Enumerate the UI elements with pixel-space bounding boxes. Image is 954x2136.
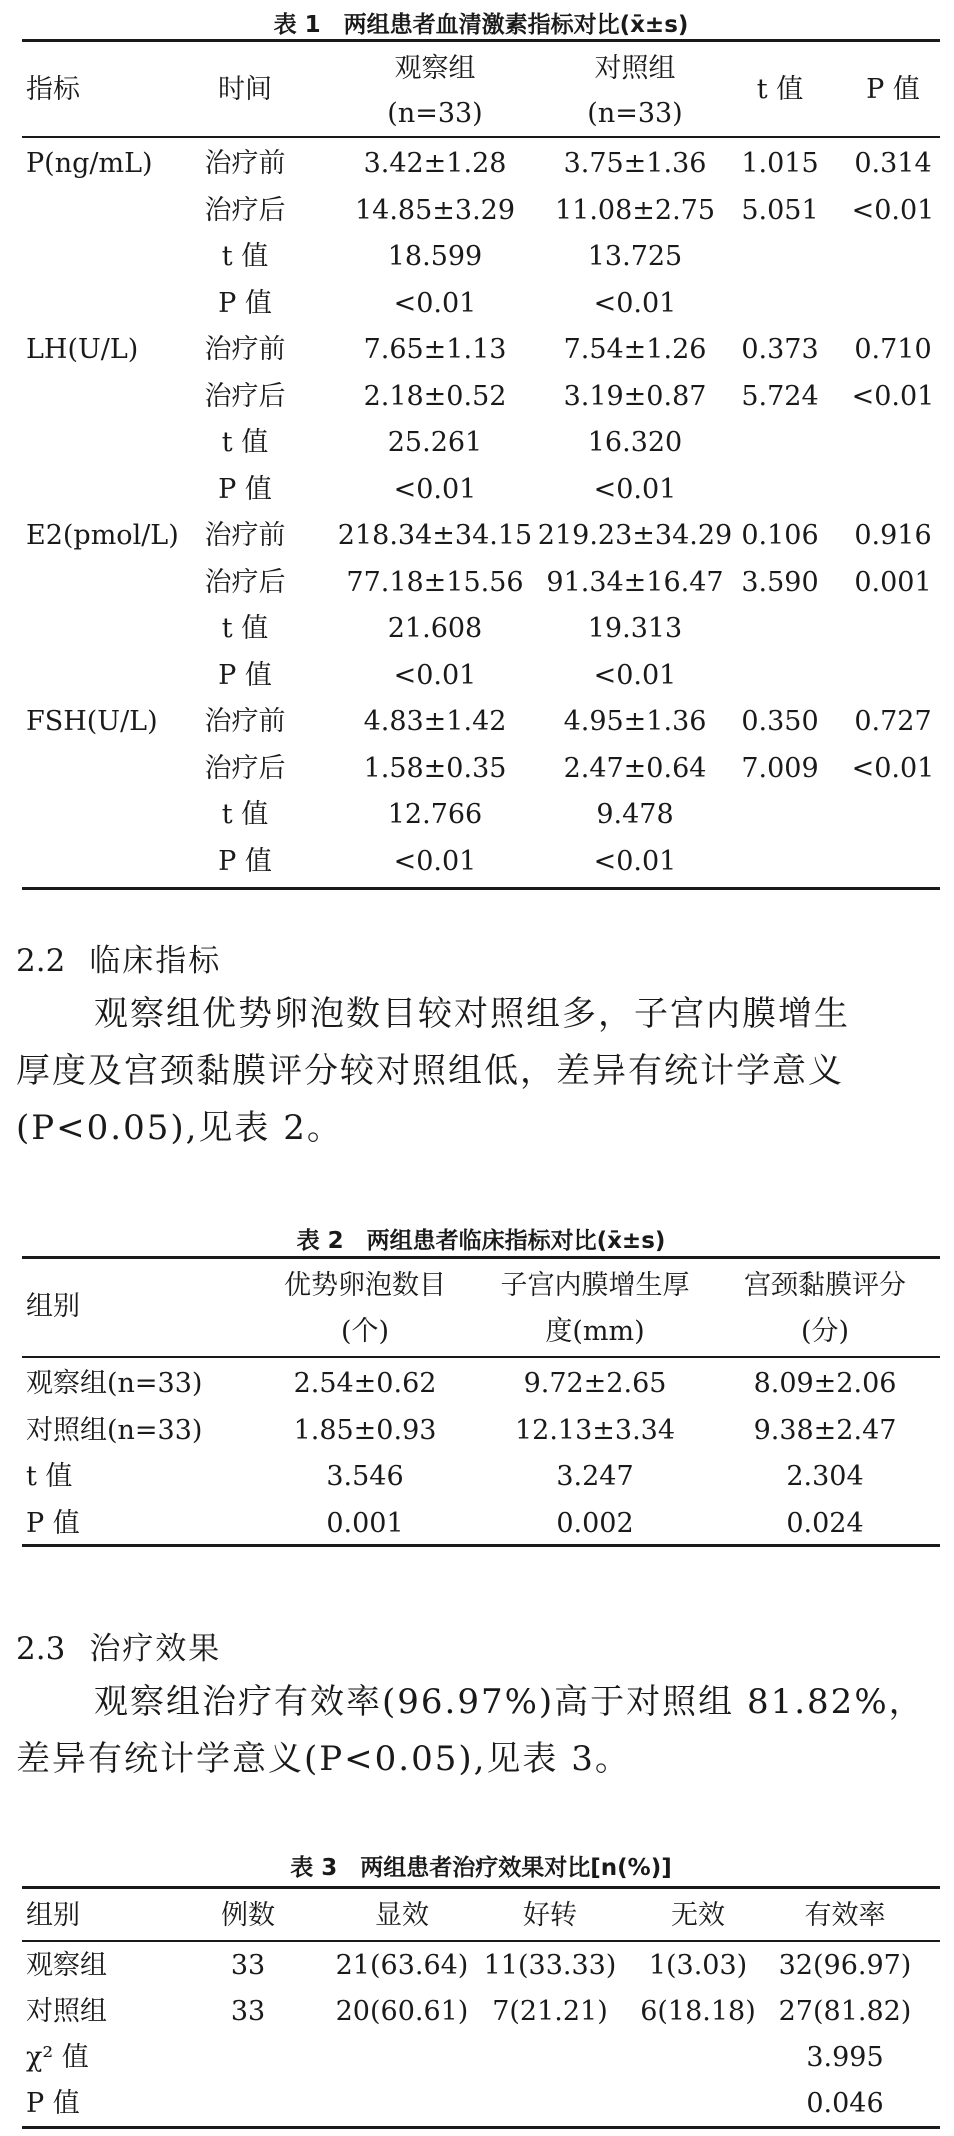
table1-t-cell: 5.724 <box>741 381 819 412</box>
table1-observation-cell: 21.608 <box>387 613 483 644</box>
table2-follicle-cell: 2.54±0.62 <box>293 1368 437 1399</box>
table1-observation-cell: 3.42±1.28 <box>363 148 507 179</box>
table3-cases-cell: 33 <box>230 1996 266 2027</box>
table1-control-cell: <0.01 <box>593 660 677 691</box>
table1-observation-cell: 2.18±0.52 <box>363 381 507 412</box>
table3-ineffective-cell: 1(3.03) <box>648 1950 748 1981</box>
table1-time-cell: 治疗后 <box>204 195 286 226</box>
table1-top-rule <box>22 39 940 42</box>
table2-header-endometrium-unit: 度(mm) <box>545 1316 645 1347</box>
table3-header-rate: 有效率 <box>804 1900 886 1931</box>
table2-cervical-cell: 9.38±2.47 <box>753 1415 897 1446</box>
table1-time-cell: t 值 <box>221 613 269 644</box>
paragraph-line: 观察组治疗有效率(96.97%)高于对照组 81.82%， <box>94 1682 925 1722</box>
table1-time-cell: 治疗前 <box>204 334 286 365</box>
table1-time-cell: P 值 <box>218 474 272 505</box>
table3-ineffective-cell: 6(18.18) <box>640 1996 756 2027</box>
table1-bottom-rule <box>22 887 940 890</box>
table1-control-cell: <0.01 <box>593 288 677 319</box>
table1-time-cell: t 值 <box>221 241 269 272</box>
table3-caption: 表 3 两组患者治疗效果对比[n(%)] <box>290 1855 672 1881</box>
section-number: 2.3 <box>16 1631 66 1667</box>
table1-header-p: P 值 <box>866 74 920 105</box>
table3-group-cell: P 值 <box>26 2088 80 2119</box>
table2-endometrium-cell: 0.002 <box>556 1508 634 1539</box>
table1-control-cell: <0.01 <box>593 846 677 877</box>
table1-observation-cell: <0.01 <box>393 474 477 505</box>
section-title: 治疗效果 <box>89 1631 222 1667</box>
table1-observation-cell: 14.85±3.29 <box>354 195 516 226</box>
table3-bottom-rule <box>22 2126 940 2129</box>
table3-group-cell: 对照组 <box>26 1996 107 2027</box>
table2-bottom-rule <box>22 1544 940 1547</box>
table1-time-cell: 治疗后 <box>204 381 286 412</box>
table1-p-cell: 0.916 <box>854 520 932 551</box>
table1-control-cell: 16.320 <box>587 427 683 458</box>
table2-cervical-cell: 2.304 <box>786 1461 864 1492</box>
table1-time-cell: P 值 <box>218 288 272 319</box>
table1-observation-cell: <0.01 <box>393 660 477 691</box>
table1-time-cell: 治疗后 <box>204 753 286 784</box>
table1-time-cell: 治疗后 <box>204 567 286 598</box>
table1-control-cell: 4.95±1.36 <box>563 706 707 737</box>
table1-observation-cell: 12.766 <box>387 799 483 830</box>
table1-p-cell: 0.314 <box>854 148 932 179</box>
table1-observation-cell: 4.83±1.42 <box>363 706 507 737</box>
table1-time-cell: 治疗前 <box>204 706 286 737</box>
table1-time-cell: P 值 <box>218 660 272 691</box>
table2-header-cervical: 宫颈黏膜评分 <box>744 1270 906 1301</box>
table2-group-cell: P 值 <box>26 1508 80 1539</box>
table1-control-cell: 13.725 <box>587 241 683 272</box>
table1-indicator-name: E2(pmol/L) <box>26 520 179 551</box>
table1-control-cell: 19.313 <box>587 613 683 644</box>
table1-caption: 表 1 两组患者血清激素指标对比(x̄±s) <box>273 12 689 38</box>
table2-top-rule <box>22 1256 940 1259</box>
table1-indicator-name: FSH(U/L) <box>26 706 158 737</box>
paragraph-line: (P<0.05),见表 2。 <box>16 1108 343 1148</box>
table3-rate-cell: 0.046 <box>806 2088 884 2119</box>
table1-t-cell: 0.106 <box>741 520 819 551</box>
table1-p-cell: <0.01 <box>851 753 935 784</box>
table3-marked-cell: 20(60.61) <box>335 1996 469 2027</box>
table3-header-group: 组别 <box>26 1900 80 1931</box>
section-2-2-heading <box>16 935 221 980</box>
table2-header-cervical-unit: (分) <box>800 1316 850 1347</box>
table1-t-cell: 3.590 <box>741 567 819 598</box>
table3-rate-cell: 3.995 <box>806 2042 884 2073</box>
table2-caption: 表 2 两组患者临床指标对比(x̄±s) <box>296 1228 666 1254</box>
table1-t-cell: 5.051 <box>741 195 819 226</box>
table2-group-cell: 观察组(n=33) <box>26 1368 203 1399</box>
table3-header-ineffective: 无效 <box>671 1900 725 1931</box>
table2-header-group: 组别 <box>26 1291 80 1322</box>
table2-header-rule <box>22 1356 940 1358</box>
table1-observation-cell: <0.01 <box>393 846 477 877</box>
table2-follicle-cell: 1.85±0.93 <box>293 1415 437 1446</box>
table2-cervical-cell: 0.024 <box>786 1508 864 1539</box>
table1-p-cell: 0.727 <box>854 706 932 737</box>
table1-header-observation-n: (n=33) <box>387 98 483 129</box>
section-number: 2.2 <box>16 943 66 979</box>
table1-header-t: t 值 <box>756 74 804 105</box>
table1-p-cell: <0.01 <box>851 195 935 226</box>
table1-time-cell: t 值 <box>221 427 269 458</box>
table3-rate-cell: 27(81.82) <box>778 1996 912 2027</box>
table1-t-cell: 0.373 <box>741 334 819 365</box>
paragraph-line: 厚度及宫颈黏膜评分较对照组低，差异有统计学意义 <box>16 1051 844 1091</box>
section-title: 临床指标 <box>89 943 222 979</box>
table2-follicle-cell: 0.001 <box>326 1508 404 1539</box>
table2-header-follicle: 优势卵泡数目 <box>284 1270 446 1301</box>
table3-group-cell: χ² 值 <box>26 2042 89 2073</box>
table3-top-rule <box>22 1886 940 1889</box>
table1-control-cell: 219.23±34.29 <box>537 520 733 551</box>
table1-control-cell: <0.01 <box>593 474 677 505</box>
table1-observation-cell: 1.58±0.35 <box>363 753 507 784</box>
table2-endometrium-cell: 12.13±3.34 <box>514 1415 676 1446</box>
table2-endometrium-cell: 9.72±2.65 <box>523 1368 667 1399</box>
table3-group-cell: 观察组 <box>26 1950 107 1981</box>
table1-header-control-n: (n=33) <box>587 98 683 129</box>
table1-control-cell: 2.47±0.64 <box>563 753 707 784</box>
table1-observation-cell: 18.599 <box>387 241 483 272</box>
table2-group-cell: t 值 <box>26 1461 73 1492</box>
table2-group-cell: 对照组(n=33) <box>26 1415 203 1446</box>
table1-observation-cell: 218.34±34.15 <box>337 520 533 551</box>
table1-control-cell: 9.478 <box>596 799 674 830</box>
table1-control-cell: 91.34±16.47 <box>546 567 724 598</box>
table1-t-cell: 7.009 <box>741 753 819 784</box>
table1-header-indicator: 指标 <box>26 74 80 105</box>
table3-header-marked: 显效 <box>375 1900 429 1931</box>
table2-header-follicle-unit: (个) <box>340 1316 390 1347</box>
table1-t-cell: 0.350 <box>741 706 819 737</box>
table1-control-cell: 3.75±1.36 <box>563 148 707 179</box>
table1-control-cell: 11.08±2.75 <box>554 195 716 226</box>
table1-p-cell: 0.001 <box>854 567 932 598</box>
table3-header-cases: 例数 <box>221 1900 275 1931</box>
section-2-3-heading <box>16 1623 221 1668</box>
table1-p-cell: <0.01 <box>851 381 935 412</box>
table1-time-cell: P 值 <box>218 846 272 877</box>
table3-header-improved: 好转 <box>523 1900 577 1931</box>
paragraph-line: 观察组优势卵泡数目较对照组多，子宫内膜增生 <box>94 994 850 1034</box>
section-2-3-paragraph <box>16 1674 941 1788</box>
table1-header-time: 时间 <box>218 74 272 105</box>
table3-rate-cell: 32(96.97) <box>778 1950 912 1981</box>
section-2-2-paragraph <box>16 986 941 1157</box>
table2-follicle-cell: 3.546 <box>326 1461 404 1492</box>
table1-header-rule <box>22 136 940 138</box>
table3-improved-cell: 7(21.21) <box>492 1996 608 2027</box>
table1-header-observation: 观察组 <box>394 53 476 84</box>
table1-t-cell: 1.015 <box>741 148 819 179</box>
table1-indicator-name: LH(U/L) <box>26 334 139 365</box>
table1-header-control: 对照组 <box>594 53 676 84</box>
table1-observation-cell: 77.18±15.56 <box>346 567 524 598</box>
table1-observation-cell: 25.261 <box>387 427 483 458</box>
table1-control-cell: 3.19±0.87 <box>563 381 707 412</box>
table1-p-cell: 0.710 <box>854 334 932 365</box>
table2-endometrium-cell: 3.247 <box>556 1461 634 1492</box>
table3-improved-cell: 11(33.33) <box>483 1950 617 1981</box>
table3-marked-cell: 21(63.64) <box>335 1950 469 1981</box>
table1-time-cell: 治疗前 <box>204 148 286 179</box>
table1-control-cell: 7.54±1.26 <box>563 334 707 365</box>
table2-header-endometrium: 子宫内膜增生厚 <box>500 1270 690 1301</box>
table1-observation-cell: <0.01 <box>393 288 477 319</box>
table1-indicator-name: P(ng/mL) <box>26 148 153 179</box>
table1-time-cell: t 值 <box>221 799 269 830</box>
paragraph-line: 差异有统计学意义(P<0.05),见表 3。 <box>16 1739 631 1779</box>
table3-cases-cell: 33 <box>230 1950 266 1981</box>
table1-time-cell: 治疗前 <box>204 520 286 551</box>
table2-cervical-cell: 8.09±2.06 <box>753 1368 897 1399</box>
table3-header-rule <box>22 1940 940 1942</box>
table1-observation-cell: 7.65±1.13 <box>363 334 507 365</box>
